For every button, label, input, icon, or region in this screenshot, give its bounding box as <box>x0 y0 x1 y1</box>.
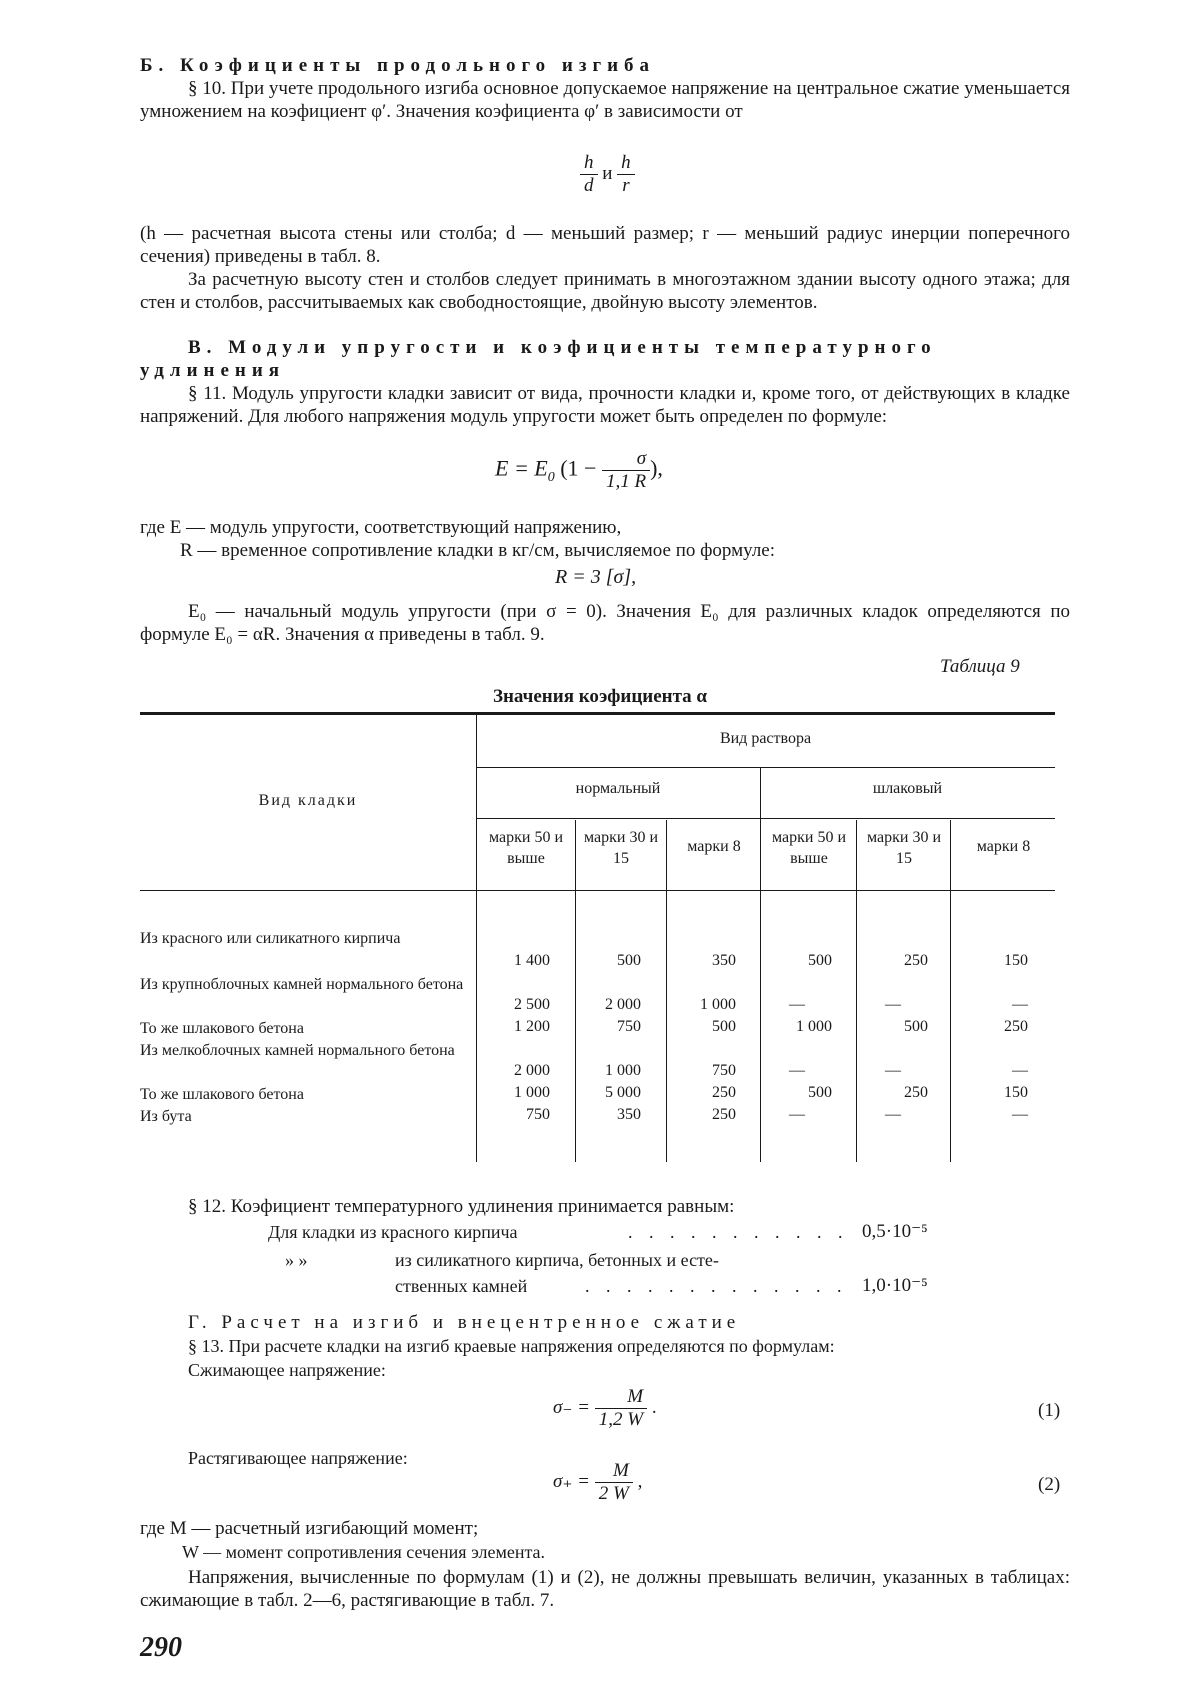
e0-paragraph: E₀ — начальный модуль упругости (при σ = 0). Значения E₀ для различных кладок определяются по формуле E₀ = αR. Значения α приведены в табл. 9. <box>140 601 1070 645</box>
sub-header-1: марки 50 и выше <box>488 829 563 867</box>
cell-r3-c5: 500 <box>904 1018 928 1035</box>
cell-r3-c4: 1 000 <box>796 1018 832 1035</box>
f1-lhs: σ₋ = <box>553 1396 590 1418</box>
cell-r3-c2: 750 <box>617 1018 641 1035</box>
cell-r2-c2: 2 000 <box>605 996 641 1013</box>
table-row-name-3: То же шлакового бетона <box>140 1020 304 1037</box>
sub-header-5: марки 30 и 15 <box>866 829 941 867</box>
cell-r4-c3: 750 <box>712 1062 736 1079</box>
cell-r2-c5: — <box>885 996 901 1013</box>
section-b-heading: Б. Коэфициенты продольного изгиба <box>140 55 656 76</box>
p12-ditto: » » <box>285 1250 308 1270</box>
paragraph-10b: (h — расчетная высота стены или столба; d — меньший размер; r — меньший радиус инерции поперечного сечения) приведены в табл. 8. <box>140 223 1070 267</box>
cell-r4-c5: — <box>885 1062 901 1079</box>
cell-r1-c1: 1 400 <box>514 952 550 969</box>
cell-r1-c4: 500 <box>808 952 832 969</box>
f2-lhs: σ₊ = <box>553 1470 590 1492</box>
paragraph-12: § 12. Коэфициент температурного удлинения принимается равным: <box>188 1196 735 1217</box>
paragraph-10c: За расчетную высоту стен и столбов следует принимать в многоэтажном здании высоту одного этажа; для стен и столбов, рассчитываемых как свободностоящие, двойную высоту элементов. <box>140 269 1070 313</box>
cell-r3-c1: 1 200 <box>514 1018 550 1035</box>
formula-e-mid: (1 − <box>560 455 597 481</box>
cell-r5-c5: 250 <box>904 1084 928 1101</box>
cell-r4-c4: — <box>789 1062 805 1079</box>
cell-r3-c6: 250 <box>1004 1018 1028 1035</box>
cell-r4-c1: 2 000 <box>514 1062 550 1079</box>
f2-den: 2 W <box>598 1483 629 1504</box>
formula-2: σ₊ = $\frac{M}{2 W}$ , <box>553 1460 643 1504</box>
formula-e-num: σ <box>602 448 650 471</box>
sub-header-6: марки 8 <box>976 838 1031 855</box>
cell-r1-c3: 350 <box>712 952 736 969</box>
fraction-h-d-h-r <box>580 152 635 197</box>
table9 <box>140 712 1055 1162</box>
formula-e-den: 1,1 R <box>605 471 647 492</box>
formula-e-sub: 0 <box>547 469 555 485</box>
section-v-heading: В. Модули упругости и коэфициенты температурного удлинения <box>140 337 937 381</box>
page-number: 290 <box>140 1632 182 1663</box>
cell-r1-c6: 150 <box>1004 952 1028 969</box>
table-row-name-4: Из мелкоблочных камней нормального бетона <box>140 1042 455 1059</box>
cell-r3-c3: 500 <box>712 1018 736 1035</box>
cell-r6-c4: — <box>789 1106 805 1123</box>
cell-r6-c3: 250 <box>712 1106 736 1123</box>
cell-r2-c3: 1 000 <box>700 996 736 1013</box>
col-kind-header: Вид кладки <box>258 792 358 809</box>
final-paragraph: Напряжения, вычисленные по формулам (1) и (2), не должны превышать величин, указанных в таблицах: сжимающие в табл. 2—6, растягивающие в табл. 7. <box>140 1567 1070 1611</box>
cell-r5-c4: 500 <box>808 1084 832 1101</box>
p12-line2a: из силикатного кирпича, бетонных и есте- <box>395 1250 719 1270</box>
p12-line1: Для кладки из красного кирпича <box>268 1222 518 1242</box>
paragraph-10: § 10. При учете продольного изгиба основное допускаемое напряжение на центральное сжатие уменьшается умножением на коэфициент φ′. Значения коэфициента φ′ в зависимости от <box>140 78 1070 122</box>
where-e: где E — модуль упругости, соответствующий напряжению, <box>140 517 622 538</box>
formula-e <box>495 448 663 493</box>
p12-val1: 0,5·10⁻⁵ <box>862 1221 928 1242</box>
p12-line2b: ственных камней <box>395 1276 528 1296</box>
cell-r6-c5: — <box>885 1106 901 1123</box>
tension-label: Растягивающее напряжение: <box>188 1448 408 1468</box>
cell-r5-c2: 5 000 <box>605 1084 641 1101</box>
frac2-num: h <box>617 152 635 175</box>
cell-r1-c5: 250 <box>904 952 928 969</box>
frac2-den: r <box>622 175 630 196</box>
cell-r6-c6: — <box>1012 1106 1028 1123</box>
table9-label: Таблица 9 <box>940 656 1020 677</box>
formula-r: R = 3 [σ], <box>555 566 637 588</box>
sub-header-3: марки 8 <box>687 838 741 855</box>
cell-r2-c6: — <box>1012 996 1028 1013</box>
paragraph-13: § 13. При расчете кладки на изгиб краевые напряжения определяются по формулам: <box>188 1336 835 1356</box>
section-g-heading: Г. Расчет на изгиб и внецентренное сжатие <box>188 1312 741 1333</box>
cell-r5-c3: 250 <box>712 1084 736 1101</box>
frac1-den: d <box>584 175 594 196</box>
table9-title: Значения коэфициента α <box>492 686 708 707</box>
cell-r5-c6: 150 <box>1004 1084 1028 1101</box>
formula-e-end: ), <box>650 455 663 481</box>
frac-and: и <box>602 162 613 184</box>
formula-1: σ₋ = $\frac{M}{1,2 W}$ . <box>553 1386 657 1430</box>
f1-den: 1,2 W <box>598 1409 644 1430</box>
cell-r1-c2: 500 <box>617 952 641 969</box>
table-row-name-5: То же шлакового бетона <box>140 1086 304 1103</box>
cell-r2-c1: 2 500 <box>514 996 550 1013</box>
formula-e-lhs: E = E <box>495 455 548 481</box>
sub-header-4: марки 50 и выше <box>771 829 846 867</box>
frac1-num: h <box>580 152 598 175</box>
sub-header-2: марки 30 и 15 <box>583 829 658 867</box>
cell-r6-c1: 750 <box>526 1106 550 1123</box>
cell-r2-c4: — <box>789 996 805 1013</box>
where-w: W — момент сопротивления сечения элемента. <box>182 1542 546 1562</box>
table-row-name-2: Из крупноблочных камней нормального бетона <box>140 976 464 993</box>
p12-leader2: . . . . . . . . . . . . . <box>585 1276 848 1296</box>
f1-tag: (1) <box>1038 1400 1061 1421</box>
where-m: где M — расчетный изгибающий момент; <box>140 1518 479 1539</box>
where-r: R — временное сопротивление кладки в кг/см, вычисляемое по формуле: <box>180 540 776 561</box>
table-row-name-1: Из красного или силикатного кирпича <box>140 930 401 947</box>
group-normal-header: нормальный <box>575 780 661 797</box>
f2-tag: (2) <box>1038 1474 1061 1495</box>
group-slag-header: шлаковый <box>872 780 943 797</box>
f2-num: M <box>595 1460 633 1483</box>
p12-leader1: . . . . . . . . . . . <box>628 1222 849 1242</box>
col-mortar-header: Вид раствора <box>719 730 812 747</box>
cell-r6-c2: 350 <box>617 1106 641 1123</box>
cell-r5-c1: 1 000 <box>514 1084 550 1101</box>
cell-r4-c6: — <box>1012 1062 1028 1079</box>
paragraph-11: § 11. Модуль упругости кладки зависит от вида, прочности кладки и, кроме того, от действующих в кладке напряжений. Для любого напряжения модуль упругости может быть определен по формуле: <box>140 383 1070 427</box>
f1-num: M <box>595 1386 647 1409</box>
p12-val2: 1,0·10⁻⁵ <box>862 1275 928 1296</box>
compress-label: Сжимающее напряжение: <box>188 1360 386 1380</box>
table-row-name-6: Из бута <box>140 1108 192 1125</box>
cell-r4-c2: 1 000 <box>605 1062 641 1079</box>
